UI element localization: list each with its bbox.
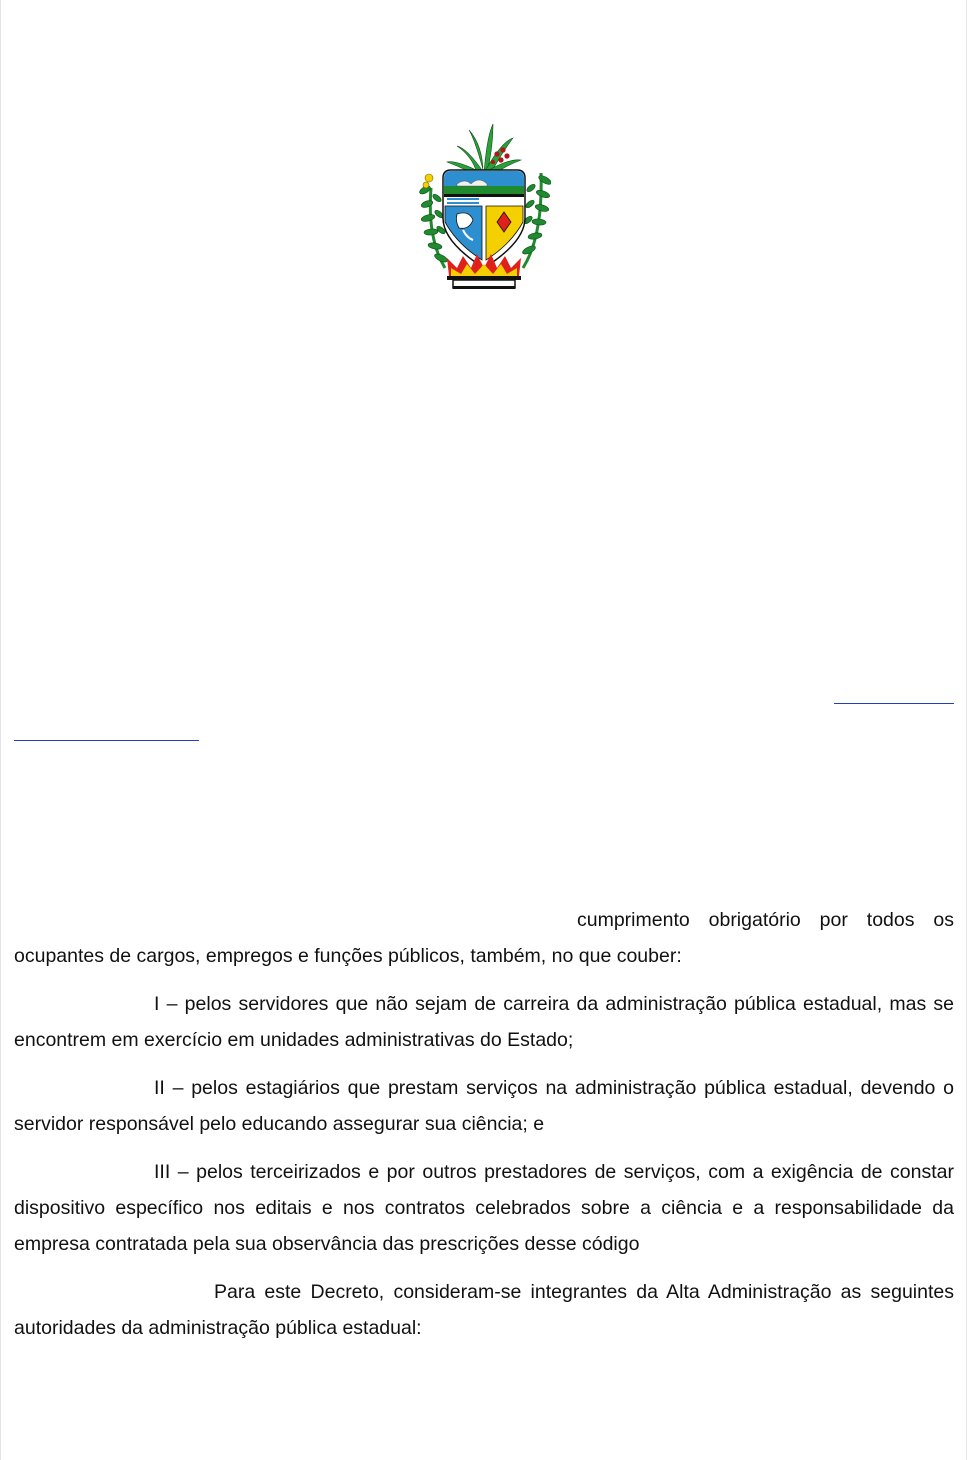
- right-branch-icon: [521, 173, 551, 268]
- paragraph-rest: mas se encontrem em exercício em unidades administrativas do Estado;: [14, 993, 954, 1051]
- crest-plant-icon: [447, 124, 521, 175]
- paragraph-lead: I – pelos servidores que não sejam de carreira da administração pública estadual,: [154, 993, 883, 1015]
- paragraph-scope: [14, 902, 954, 974]
- paragraph-item-i: [14, 986, 954, 1058]
- paragraph-item-ii: [14, 1070, 954, 1142]
- paragraph-rest: constar dispositivo específico nos editais e nos contratos celebrados sobre a ciência e a responsabilidade da empresa contratada pela sua observância das prescrições desse código: [14, 1161, 954, 1255]
- hyperlink-underline[interactable]: [14, 740, 199, 741]
- coat-of-arms-emblem: [417, 118, 551, 290]
- paragraph-lead: II – pelos estagiários que prestam serviços na administração pública estadual,: [154, 1077, 853, 1099]
- paragraph-lead: Para este Decreto, consideram-se integrantes da Alta Administração as: [214, 1281, 862, 1303]
- paragraph-rest: seguintes autoridades da administração pública estadual:: [14, 1281, 954, 1339]
- paragraph-item-iii: [14, 1154, 954, 1262]
- paragraph-rest: ocupantes de cargos, empregos e funções públicos, também, no que couber:: [14, 945, 682, 967]
- paragraph-rest: devendo o servidor responsável pelo educando assegurar sua ciência; e: [14, 1077, 954, 1135]
- shield-icon: [443, 170, 525, 268]
- paragraph-lead: cumprimento obrigatório por todos os: [577, 909, 954, 931]
- paragraph-lead: III – pelos terceirizados e por outros prestadores de serviços, com a exigência de: [154, 1161, 883, 1183]
- paragraph-alta-administracao: [14, 1274, 954, 1346]
- hyperlink-underline[interactable]: [834, 703, 954, 704]
